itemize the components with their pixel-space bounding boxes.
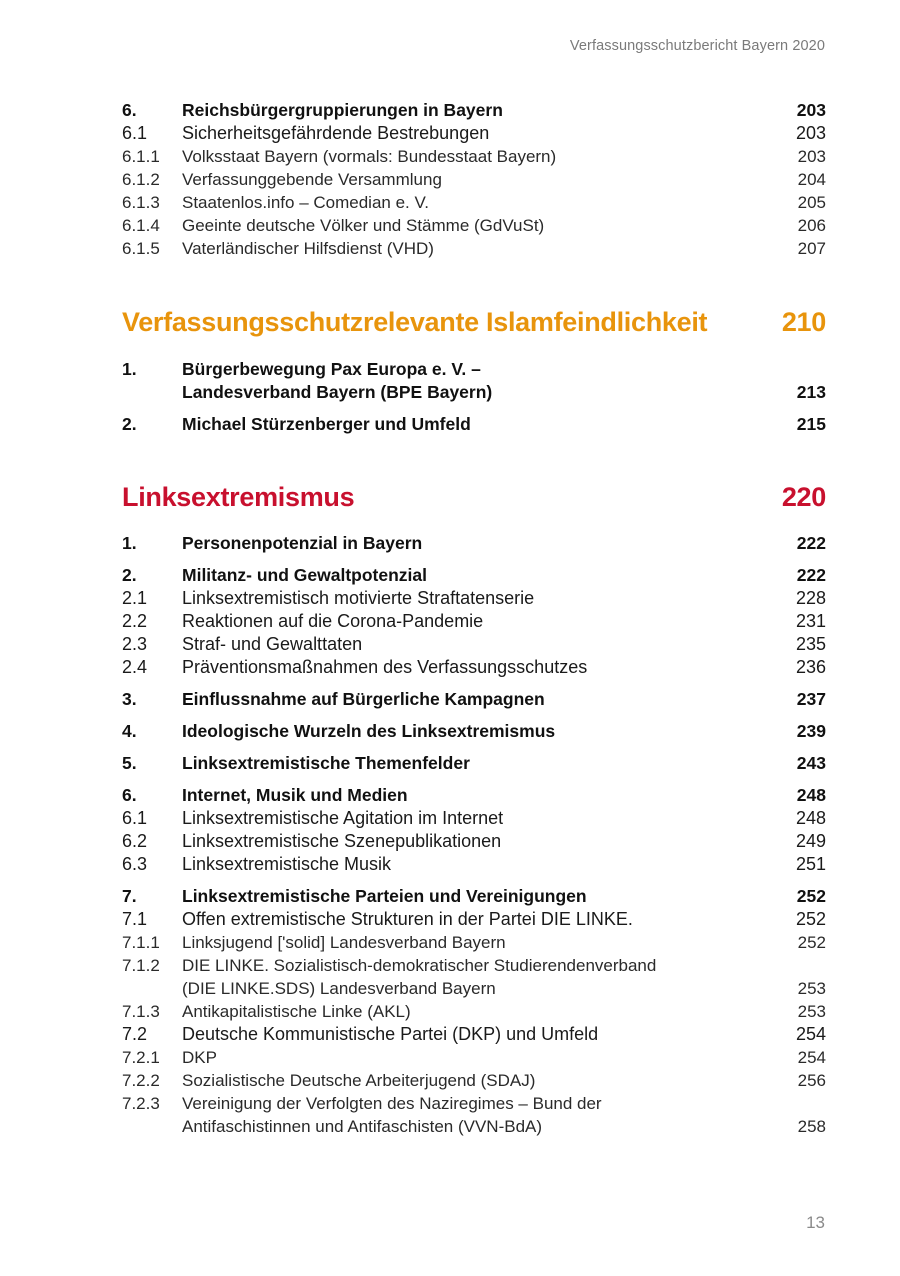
section-title: Verfassungsschutzrelevante Islamfeindlichkeit xyxy=(122,307,708,337)
entry-number: 6. xyxy=(122,785,137,805)
entry-number: 7.2.1 xyxy=(122,1048,160,1067)
toc-entry[interactable] xyxy=(122,908,826,931)
toc-entry[interactable] xyxy=(122,1023,826,1046)
entry-title: Sozialistische Deutsche Arbeiterjugend (SDAJ) xyxy=(182,1071,536,1090)
toc-entry[interactable] xyxy=(122,807,826,830)
entry-title: Deutsche Kommunistische Partei (DKP) und Umfeld xyxy=(182,1024,599,1044)
entry-number: 2. xyxy=(122,565,137,585)
toc-entry[interactable] xyxy=(122,122,826,145)
entry-title: Linksextremistische Parteien und Vereinigungen xyxy=(182,886,587,906)
entry-number: 6.1.2 xyxy=(122,170,160,189)
entry-title: Linksextremistische Musik xyxy=(182,854,392,874)
entry-title: Linksextremistisch motivierte Straftatenserie xyxy=(182,588,535,608)
toc-group-linksextremismus xyxy=(122,532,826,1138)
toc-entry[interactable] xyxy=(122,168,826,191)
entry-number: 6.1.1 xyxy=(122,147,160,166)
entry-page: 203 xyxy=(795,123,826,143)
entry-page: 237 xyxy=(796,689,826,709)
entry-number: 6.1 xyxy=(122,123,148,143)
toc-group-reichsbuerger xyxy=(122,99,826,260)
entry-page: 222 xyxy=(796,565,826,585)
entry-page: 252 xyxy=(795,909,826,929)
entry-page: 205 xyxy=(797,193,826,212)
entry-number: 7.2.3 xyxy=(122,1094,160,1113)
entry-page: 251 xyxy=(795,854,826,874)
toc-entry[interactable] xyxy=(122,853,826,876)
section-page: 220 xyxy=(781,482,826,512)
entry-title: Offen extremistische Strukturen in der Partei DIE LINKE. xyxy=(182,909,633,929)
entry-title: Linksextremistische Agitation im Internet xyxy=(182,808,504,828)
toc-entry[interactable] xyxy=(122,1069,826,1092)
entry-number: 6.2 xyxy=(122,831,148,851)
entry-number: 7.1.3 xyxy=(122,1002,160,1021)
entry-number: 6. xyxy=(122,100,137,120)
entry-title: Personenpotenzial in Bayern xyxy=(182,533,423,553)
toc-entry[interactable] xyxy=(122,99,826,122)
entry-title: Linksextremistische Themenfelder xyxy=(182,753,470,773)
section-heading-linksextremismus[interactable] xyxy=(122,481,826,513)
entry-number: 7.1.1 xyxy=(122,933,160,952)
entry-title xyxy=(182,358,786,404)
entry-number: 2.1 xyxy=(122,588,148,608)
entry-page: 248 xyxy=(795,808,826,828)
entry-page: 204 xyxy=(797,170,826,189)
toc-entry[interactable] xyxy=(122,633,826,656)
entry-page: 206 xyxy=(797,216,826,235)
toc-entry[interactable] xyxy=(122,564,826,587)
entry-title: Militanz- und Gewaltpotenzial xyxy=(182,565,427,585)
entry-title: Straf- und Gewalttaten xyxy=(182,634,363,654)
section-title: Linksextremismus xyxy=(122,482,355,512)
entry-page: 254 xyxy=(795,1024,826,1044)
entry-number: 2. xyxy=(122,414,137,434)
toc-entry[interactable] xyxy=(122,784,826,807)
entry-title-line1: Bürgerbewegung Pax Europa e. V. – xyxy=(182,359,481,379)
entry-title: Vaterländischer Hilfsdienst (VHD) xyxy=(182,239,434,258)
toc-entry[interactable] xyxy=(122,830,826,853)
entry-title-line2: Landesverband Bayern (BPE Bayern) xyxy=(182,382,493,402)
entry-number: 7.2.2 xyxy=(122,1071,160,1090)
entry-page: 222 xyxy=(796,533,826,553)
toc-entry[interactable] xyxy=(122,954,826,1000)
entry-page: 243 xyxy=(796,753,826,773)
entry-title: Reichsbürgergruppierungen in Bayern xyxy=(182,100,503,120)
entry-title: Einflussnahme auf Bürgerliche Kampagnen xyxy=(182,689,545,709)
entry-title: Verfassunggebende Versammlung xyxy=(182,170,442,189)
entry-title: Linksextremistische Szenepublikationen xyxy=(182,831,502,851)
entry-title-line1: Vereinigung der Verfolgten des Naziregimes – Bund der xyxy=(182,1094,602,1113)
entry-number: 6.1.3 xyxy=(122,193,160,212)
toc-entry[interactable] xyxy=(122,1046,826,1069)
entry-number: 7.2 xyxy=(122,1024,148,1044)
entry-number: 6.3 xyxy=(122,854,148,874)
entry-page: 235 xyxy=(795,634,826,654)
entry-page: 254 xyxy=(797,1048,826,1067)
toc-entry[interactable] xyxy=(122,237,826,260)
toc-group-islamfeindlichkeit xyxy=(122,358,826,436)
entry-number: 2.3 xyxy=(122,634,148,654)
entry-page: 203 xyxy=(796,100,826,120)
entry-page: 239 xyxy=(796,721,826,741)
entry-title: Präventionsmaßnahmen des Verfassungsschutzes xyxy=(182,657,588,677)
entry-number: 3. xyxy=(122,689,137,709)
entry-page: 256 xyxy=(797,1071,826,1090)
toc-entry[interactable] xyxy=(122,358,826,404)
section-page: 210 xyxy=(781,307,826,337)
entry-page: 248 xyxy=(796,785,826,805)
entry-page: 253 xyxy=(797,1002,826,1021)
toc-entry[interactable] xyxy=(122,214,826,237)
entry-title: Internet, Musik und Medien xyxy=(182,785,408,805)
entry-page: 231 xyxy=(795,611,826,631)
entry-page: 253 xyxy=(797,979,826,998)
entry-title-line2: (DIE LINKE.SDS) Landesverband Bayern xyxy=(182,979,496,998)
toc-entry[interactable] xyxy=(122,191,826,214)
entry-number: 4. xyxy=(122,721,137,741)
toc-entry[interactable] xyxy=(122,752,826,775)
entry-page: 207 xyxy=(797,239,826,258)
entry-page: 228 xyxy=(795,588,826,608)
toc-entry[interactable] xyxy=(122,688,826,711)
entry-number: 7.1 xyxy=(122,909,148,929)
entry-page: 203 xyxy=(797,147,826,166)
toc-entry[interactable] xyxy=(122,931,826,954)
entry-title-line1: DIE LINKE. Sozialistisch-demokratischer Studierendenverband xyxy=(182,956,657,975)
entry-number: 6.1.5 xyxy=(122,239,160,258)
page-number: 13 xyxy=(806,1213,825,1232)
entry-title xyxy=(182,1092,786,1138)
entry-page: 215 xyxy=(796,414,826,434)
entry-title: Volksstaat Bayern (vormals: Bundesstaat Bayern) xyxy=(182,147,557,166)
entry-number: 1. xyxy=(122,533,137,553)
entry-title: Staatenlos.info – Comedian e. V. xyxy=(182,193,429,212)
section-heading-islamfeindlichkeit[interactable] xyxy=(122,306,826,338)
toc-entry[interactable] xyxy=(122,720,826,743)
toc-entry[interactable] xyxy=(122,587,826,610)
entry-page: 252 xyxy=(796,886,826,906)
entry-title: Michael Stürzenberger und Umfeld xyxy=(182,414,471,434)
entry-title: Antikapitalistische Linke (AKL) xyxy=(182,1002,411,1021)
running-header: Verfassungsschutzbericht Bayern 2020 xyxy=(569,38,825,54)
toc-entry[interactable] xyxy=(122,532,826,555)
toc-entry[interactable] xyxy=(122,656,826,679)
toc-entry[interactable] xyxy=(122,1000,826,1023)
entry-number: 7. xyxy=(122,886,137,906)
entry-page: 258 xyxy=(797,1117,826,1136)
entry-page: 249 xyxy=(795,831,826,851)
entry-title: Geeinte deutsche Völker und Stämme (GdVuSt) xyxy=(182,216,545,235)
entry-page: 252 xyxy=(797,933,826,952)
toc-entry[interactable] xyxy=(122,1092,826,1138)
entry-title: Ideologische Wurzeln des Linksextremismus xyxy=(182,721,556,741)
entry-title: Linksjugend ['solid] Landesverband Bayern xyxy=(182,933,506,952)
toc-entry[interactable] xyxy=(122,145,826,168)
entry-number: 7.1.2 xyxy=(122,956,160,975)
entry-number: 6.1 xyxy=(122,808,148,828)
entry-number: 2.4 xyxy=(122,657,148,677)
entry-number: 6.1.4 xyxy=(122,216,160,235)
entry-title: Reaktionen auf die Corona-Pandemie xyxy=(182,611,484,631)
toc-entry[interactable] xyxy=(122,610,826,633)
entry-title: Sicherheitsgefährdende Bestrebungen xyxy=(182,123,490,143)
table-of-contents xyxy=(122,99,826,1138)
entry-title xyxy=(182,954,786,1000)
entry-title: DKP xyxy=(182,1048,217,1067)
toc-entry[interactable] xyxy=(122,885,826,908)
entry-number: 1. xyxy=(122,359,137,379)
entry-title-line2: Antifaschistinnen und Antifaschisten (VVN-BdA) xyxy=(182,1117,543,1136)
toc-entry[interactable] xyxy=(122,413,826,436)
entry-number: 5. xyxy=(122,753,137,773)
entry-page: 213 xyxy=(796,382,826,402)
entry-number: 2.2 xyxy=(122,611,148,631)
entry-page: 236 xyxy=(795,657,826,677)
